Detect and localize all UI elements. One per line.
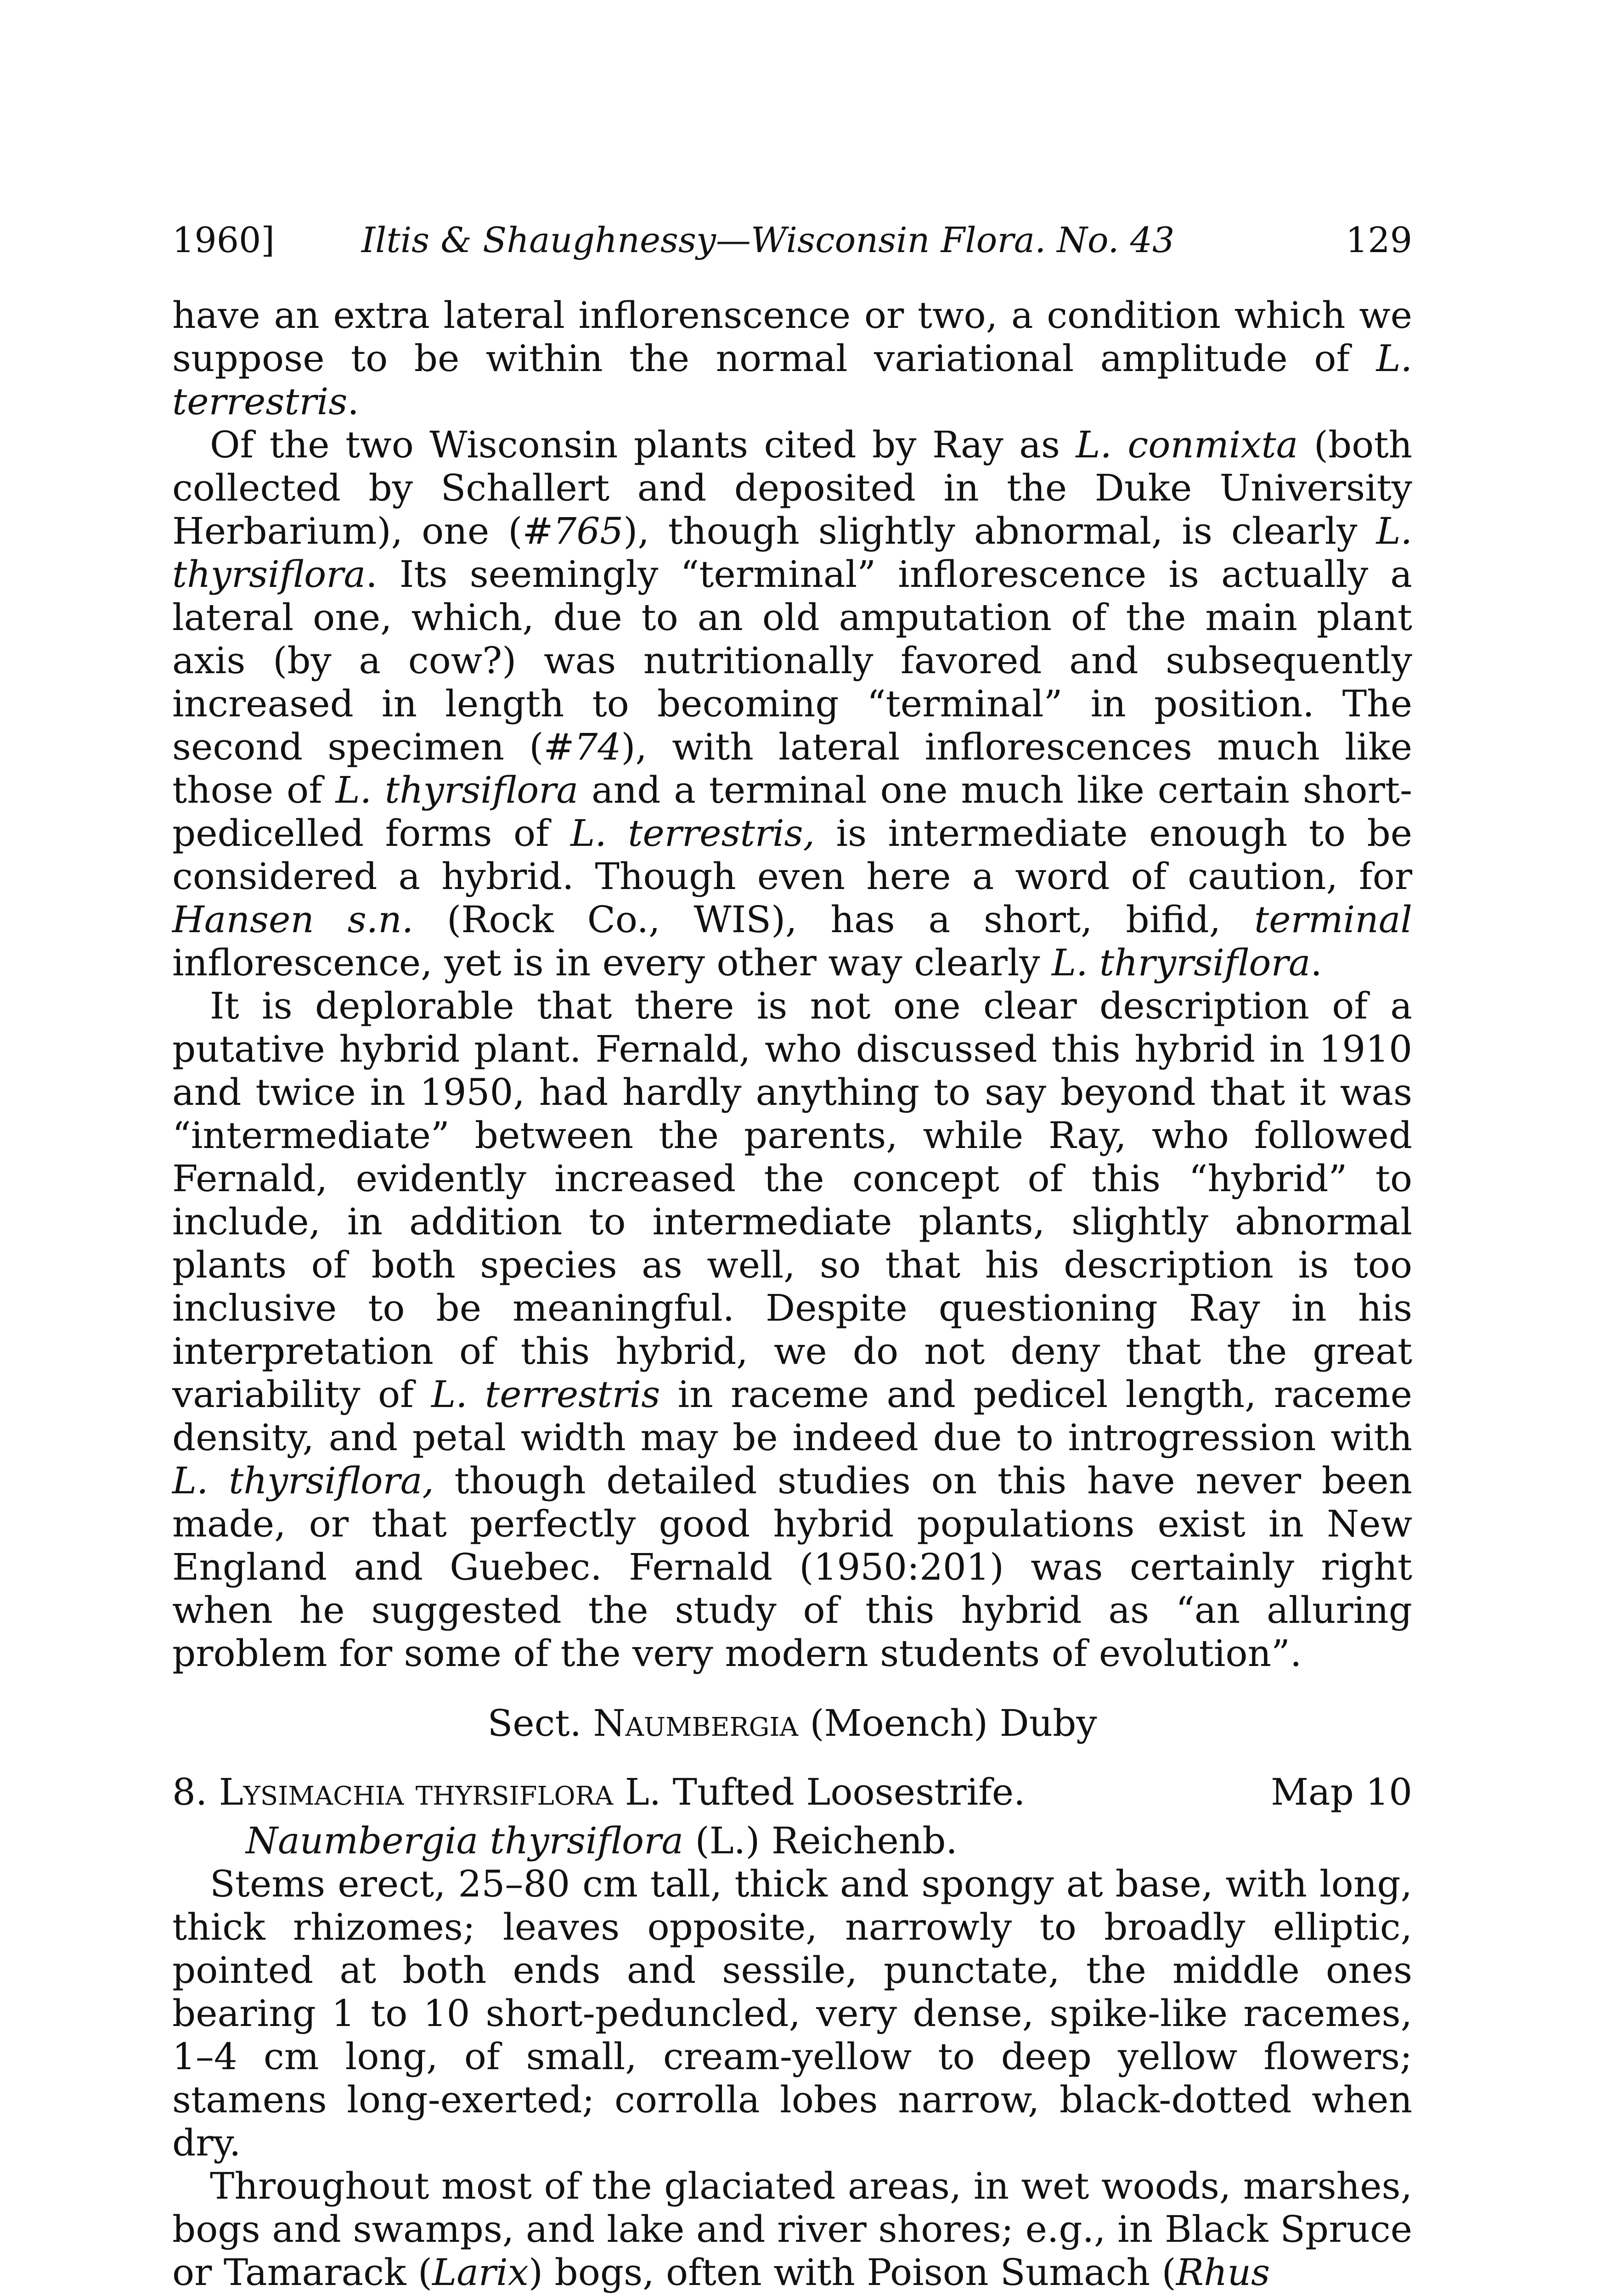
paragraph-wisconsin-plants [172, 423, 1412, 985]
p3-text-3: though detailed studies on this have never been made, or that perfectly good hybrid populations exist in New England and Guebec. Fernald (1950:201) was certainly right when he suggested the study of this hybrid as “an alluring problem for some of the very modern students of evolution”. [172, 1459, 1412, 1675]
species-heading [172, 1771, 1412, 1814]
p2-emphasis: terminal [1254, 898, 1412, 941]
species-title [172, 1771, 1025, 1814]
section-prefix: Sect. [487, 1702, 593, 1745]
p2-text-1: Of the two Wisconsin plants cited by Ray as [210, 423, 1076, 466]
body-text [172, 294, 1412, 2294]
p1-text-2: . [347, 380, 359, 423]
p2-text-2: (both collected by Schallert and deposited in the Duke University Herbarium), one ( [172, 423, 1412, 552]
p2-text-6: and a terminal one much like certain short-pedicelled forms of [172, 769, 1412, 855]
running-head-title: Iltis & Shaughnessy—Wisconsin Flora. No. 43 [361, 219, 1175, 260]
p2-taxon-3: L. thyrsiflora [335, 769, 579, 811]
paragraph-habitat [172, 2165, 1412, 2294]
synonym-author: (L.) Reichenb. [683, 1819, 958, 1862]
paragraph-continued [172, 294, 1412, 423]
running-head-year: 1960] [172, 219, 275, 260]
species-name: Lysimachia thyrsiflora [219, 1771, 614, 1813]
habitat-taxon-2: Rhus [1176, 2251, 1270, 2294]
p2-text-5: ), with lateral inflorescences much like those of [172, 726, 1412, 811]
habitat-text-2: ) bogs, often with Poison Sumach ( [528, 2251, 1176, 2294]
p2-specimen-1: #765 [522, 510, 624, 552]
p2-text-10: . [1310, 941, 1322, 984]
synonym-name: Naumbergia thyrsiflora [246, 1819, 684, 1862]
species-number: 8. [172, 1771, 219, 1813]
map-reference: Map 10 [1270, 1771, 1412, 1813]
paragraph-hybrid-discussion [172, 985, 1412, 1675]
p2-text-3: ), though slightly abnormal, is clearly [623, 510, 1376, 552]
p2-text-8: (Rock Co., WIS), has a short, bifid, [413, 898, 1255, 941]
p2-specimen-2: #74 [543, 726, 621, 768]
species-author-common-name: L. Tufted Loosestrife. [613, 1771, 1026, 1813]
p3-text-2: in raceme and pedicel length, raceme density, and petal width may be indeed due to introgression with [172, 1373, 1413, 1459]
p3-text-1: It is deplorable that there is not one clear description of a putative hybrid plant. Fernald, who discussed this hybrid in 1910 and twice in 1950, had hardly anything to say beyond that it was “intermediate” between the parents, while Ray, who followed Fernald, evidently increased the concept of this “hybrid” to include, in addition to intermediate plants, slightly abnormal plants of both species as well, so that his description is too inclusive to be meaningful. Despite questioning Ray in his interpretation of this hybrid, we do not deny that the great variability of [172, 985, 1412, 1416]
p3-taxon-2: L. thyrsiflora, [172, 1459, 434, 1502]
p1-text-1: have an extra lateral inflorenscence or two, a condition which we suppose to be within the normal variational amplitude of [172, 294, 1412, 380]
section-heading [172, 1702, 1412, 1745]
p2-taxon-2: L. thyrsiflora [172, 510, 1412, 596]
p2-taxon-4: L. terrestris, [570, 812, 815, 855]
p2-text-9: inflorescence, yet is in every other way clearly [172, 941, 1052, 984]
synonym-line [172, 1819, 1412, 1863]
p2-taxon-5: L. thryrsiflora [1051, 941, 1311, 984]
running-head [172, 215, 1412, 265]
p2-collector: Hansen s.n. [172, 898, 414, 941]
p2-text-7: is intermediate enough to be considered a hybrid. Though even here a word of caution, for [172, 812, 1413, 898]
page-number: 129 [1345, 219, 1412, 260]
p3-taxon-1: L. terrestris [431, 1373, 660, 1416]
p2-text-4: . Its seemingly “terminal” inflorescence is actually a lateral one, which, due to an old amputation of the main plant axis (by a cow?) was nutritionally favored and subsequently increased in length to becoming “terminal” in position. The second specimen ( [172, 553, 1412, 768]
section-name: Naumbergia [593, 1702, 798, 1745]
section-authority: (Moench) Duby [798, 1702, 1097, 1745]
habitat-taxon-1: Larix [432, 2251, 529, 2294]
p2-taxon-1: L. conmixta [1076, 423, 1298, 466]
habitat-text-1: Throughout most of the glaciated areas, in wet woods, marshes, bogs and swamps, and lake and river shores; e.g., in Black Spruce or Tamarack ( [172, 2165, 1412, 2294]
p1-taxon-1: L. terrestris [172, 337, 1412, 423]
paragraph-description: Stems erect, 25–80 cm tall, thick and spongy at base, with long, thick rhizomes; leaves opposite, narrowly to broadly elliptic, pointed at both ends and sessile, punctate, the middle ones bearing 1 to 10 short-peduncled, very dense, spike-like racemes, 1–4 cm long, of small, cream-yellow to deep yellow flowers; stamens long-exerted; corrolla lobes narrow, black-dotted when dry. [172, 1863, 1412, 2164]
